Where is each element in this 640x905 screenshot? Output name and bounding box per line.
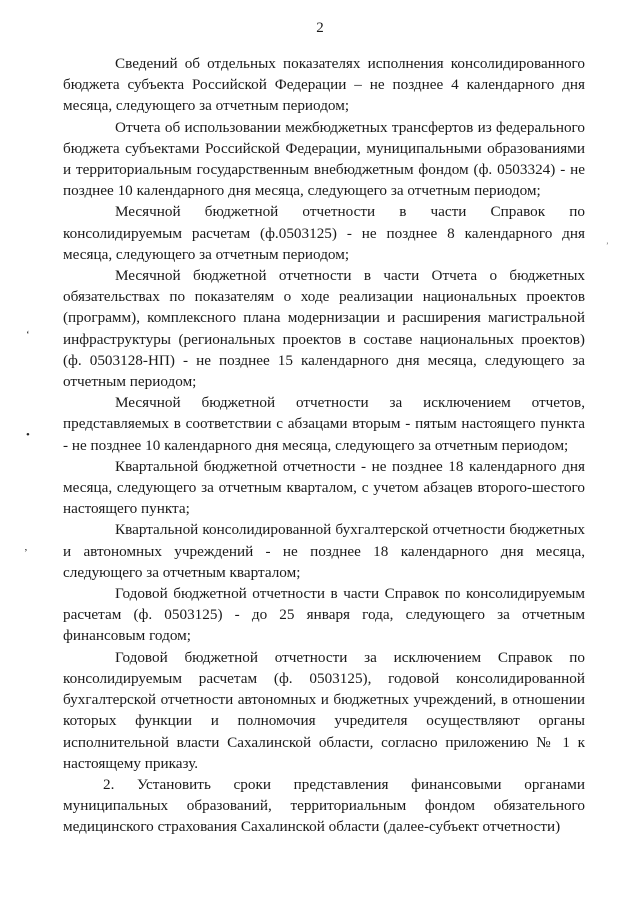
paragraph-quarterly-budget-reports: Квартальной бюджетной отчетности - не позднее 18 календарного дня месяца, следующего за отчетным кварталом, с учетом абзацев второго-шестого настоящего пункта; xyxy=(63,457,585,518)
paragraph-monthly-consolidated-settlements: Месячной бюджетной отчетности в части Справок по консолидируемым расчетам (ф.0503125) - не позднее 8 календарного дня месяца, следующего за отчетным периодом; xyxy=(63,203,585,263)
margin-mark: ‘ xyxy=(26,329,30,341)
paragraph-item-2: 2. Установить сроки представления финансовыми органами муниципальных образований, территориальным фондом обязательного медицинского страхования Сахалинской области (далее-субъект отчетности) xyxy=(63,775,585,836)
paragraph-monthly-national-projects: Месячной бюджетной отчетности в части Отчета о бюджетных обязательствах по показателям о ходе реализации национальных проектов (программ), комплексного плана модернизации и расширения магистральной инфраструктуры (региональных проектов в составе национальных проектов) (ф. 0503128-НП) - не позднее 15 календарного дня месяца, следующего за отчетным периодом; xyxy=(63,267,585,391)
document-body xyxy=(63,53,585,838)
paragraph-annual-other-reports: Годовой бюджетной отчетности за исключением Справок по консолидируемым расчетам (ф. 0503125), годовой консолидированной бухгалтерской отчетности автономных и бюджетных учреждений, в отношении которых функции и полномочия учредителя осуществляют органы исполнительной власти Сахалинской области, согласно приложению № 1 к настоящему приказу. xyxy=(63,648,585,772)
page-number: 2 xyxy=(316,20,324,36)
margin-mark: ’ xyxy=(24,547,28,559)
paragraph-quarterly-accounting-reports: Квартальной консолидированной бухгалтерской отчетности бюджетных и автономных учреждений - не позднее 18 календарного дня месяца, следующего за отчетным кварталом; xyxy=(63,521,585,581)
margin-mark: ’ xyxy=(606,241,609,250)
margin-mark: • xyxy=(26,429,30,441)
paragraph-annual-consolidated-settlements: Годовой бюджетной отчетности в части Справок по консолидируемым расчетам (ф. 0503125) - до 25 января года, следующего за отчетным финансовым годом; xyxy=(63,585,585,645)
paragraph-interbudget-transfers-report: Отчета об использовании межбюджетных трансфертов из федерального бюджета субъектами Российской Федерации, муниципальными образованиями и территориальным государственным внебюджетным фондом (ф. 0503324) - не позднее 10 календарного дня месяца, следующего за отчетным периодом; xyxy=(63,118,585,200)
paragraph-consolidated-budget-indicators: Сведений об отдельных показателях исполнения консолидированного бюджета субъекта Российской Федерации – не позднее 4 календарного дня месяца, следующего за отчетным периодом; xyxy=(63,55,585,115)
paragraph-monthly-other-reports: Месячной бюджетной отчетности за исключением отчетов, представляемых в соответствии с абзацами вторым - пятым настоящего пункта - не позднее 10 календарного дня месяца, следующего за отчетным периодом; xyxy=(63,394,585,454)
